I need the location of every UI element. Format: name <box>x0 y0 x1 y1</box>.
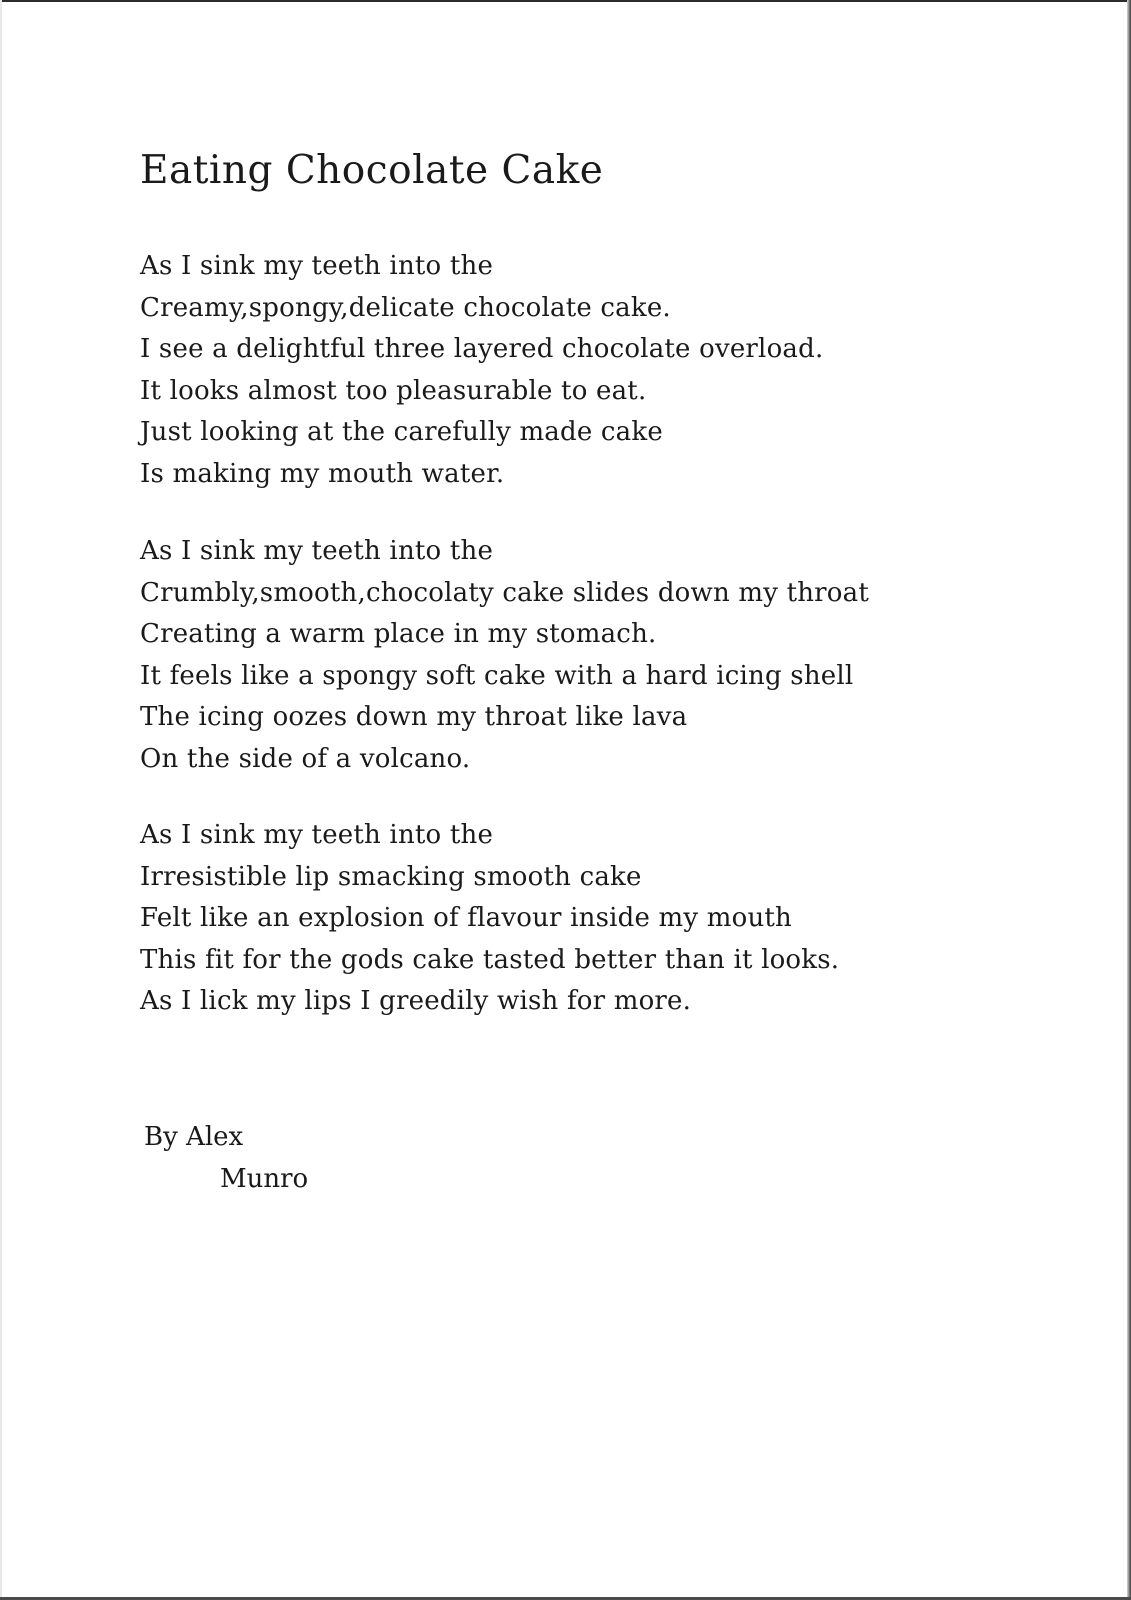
scan-edge-top <box>0 0 1131 2</box>
scan-edge-left <box>0 0 2 1600</box>
author-surname: Munro <box>220 1164 309 1194</box>
stanza-1-line-5: Just looking at the carefully made cake <box>140 417 663 447</box>
stanza-2-line-1: As I sink my teeth into the <box>140 536 494 566</box>
stanza-3-line-2: Irresistible lip smacking smooth cake <box>140 861 642 892</box>
stanza-3-line-4: This fit for the gods cake tasted better than it looks. <box>140 944 840 975</box>
stanza-1 <box>140 246 823 495</box>
stanza-1-line-1: As I sink my teeth into the <box>140 251 494 281</box>
poem-title: Eating Chocolate Cake <box>140 148 604 193</box>
stanza-2-line-2: Crumbly,smooth,chocolaty cake slides down my throat <box>140 577 870 608</box>
stanza-2-line-3: Creating a warm place in my stomach. <box>140 619 657 649</box>
stanza-3-line-1: As I sink my teeth into the <box>140 820 494 850</box>
stanza-2 <box>140 531 869 780</box>
stanza-1-line-6: Is making my mouth water. <box>140 458 505 489</box>
stanza-2-line-6: On the side of a volcano. <box>140 743 471 774</box>
stanza-3-line-5: As I lick my lips I greedily wish for more. <box>140 986 692 1016</box>
stanza-1-line-2: Creamy,spongy,delicate chocolate cake. <box>140 292 671 323</box>
author-by-line: By Alex <box>144 1122 244 1152</box>
author-signature <box>144 1116 308 1200</box>
stanza-3-line-3: Felt like an explosion of flavour inside my mouth <box>140 903 792 933</box>
scan-edge-right <box>1127 0 1131 1600</box>
stanza-2-line-5: The icing oozes down my throat like lava <box>140 702 688 732</box>
stanza-1-line-3: I see a delightful three layered chocolate overload. <box>140 334 824 364</box>
stanza-3 <box>140 815 839 1023</box>
stanza-2-line-4: It feels like a spongy soft cake with a hard icing shell <box>140 660 854 691</box>
stanza-1-line-4: It looks almost too pleasurable to eat. <box>140 375 647 406</box>
